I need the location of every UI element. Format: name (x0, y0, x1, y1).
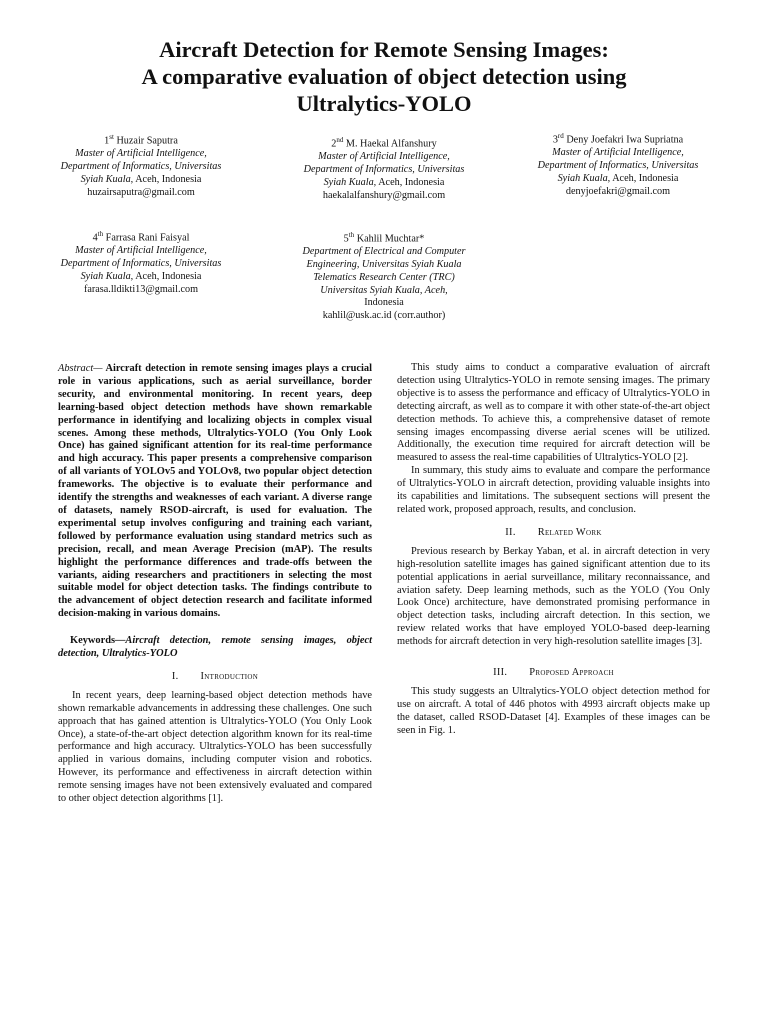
keywords-text: Aircraft detection, remote sensing images, object detection, Ultralytics-YOLO (58, 635, 372, 660)
author-name: 1st Huzair Saputra (104, 133, 178, 147)
abstract-text: Aircraft detection in remote sensing images plays a crucial role in various applications, such as aerial surveillance, border security, and environmental monitoring. In recent years, deep learning-based object detection methods have shown remarkable performance in identifying and localizing objects in complex visual scenes. Among these methods, Ultralytics-YOLO (You Only Look Once) has gained significant attention for its real-time performance and high accuracy. This paper presents a comprehensive comparison of all variants of YOLOv5 and YOLOv8, two popular object detection frameworks. The objective is to evaluate their performance and identify the strengths and weaknesses of each variant. A diverse range of datasets, namely RSOD-aircraft, is used for evaluation. The experimental setup involves configuring and training each variant, followed by performance evaluation using standard metrics such as precision, recall, and mean Average Precision (mAP). The results highlight the performance differences and trade-offs between the variants, aiding researchers and practitioners in selecting the most suitable model for object detection tasks. The findings contribute to the advancement of object detection research and facilitate informed decision-making in various domains. (58, 363, 372, 620)
author-affiliation: Master of Artificial Intelligence, (552, 147, 684, 159)
section-heading-introduction: I. Introduction (171, 670, 259, 682)
author-name: 3rd Deny Joefakri Iwa Supriatna (552, 132, 684, 146)
abstract-label: Abstract— (58, 363, 103, 374)
paper-title (40, 36, 728, 117)
author-affiliation: Telematics Research Center (TRC) (313, 271, 455, 283)
author-affiliation: Syiah Kuala, Aceh, Indonesia (80, 270, 202, 282)
left-column (58, 363, 372, 806)
author-email: huzairsaputra@gmail.com (87, 186, 195, 198)
author-affiliation: Indonesia (364, 297, 404, 309)
title-line-2: A comparative evaluation of object detection using (141, 64, 627, 89)
section-heading-proposed-approach: III. Proposed Approach (493, 667, 614, 679)
author-affiliation: Department of Electrical and Computer (302, 246, 466, 258)
author-affiliation: Syiah Kuala, Aceh, Indonesia (557, 172, 679, 184)
paragraph: Previous research by Berkay Yaban, et al. in aircraft detection in very high-resolution satellite images has gained significant attention due to its potential applications in aerial surveillance, military reconnaissance, and aviation safety. Deep learning methods, such as the YOLO (You Only Look Once) architecture, have demonstrated promising performance in object detection tasks, including aircraft detection. In this section, we review related works that have employed YOLO-based deep-learning methods for aircraft detection in very high-resolution satellite images [3]. (397, 545, 710, 648)
paragraph: This study suggests an Ultralytics-YOLO object detection method for use on aircraft. A total of 446 photos with 4993 aircraft objects make up the dataset, called RSOD-Dataset [4]. Examples of these images can be seen in Fig. 1. (397, 685, 710, 736)
author-affiliation: Department of Informatics, Universitas (537, 159, 699, 171)
title-line-1: Aircraft Detection for Remote Sensing Images: (159, 37, 609, 62)
abstract (58, 363, 372, 621)
author-affiliation: Master of Artificial Intelligence, (318, 151, 450, 163)
author-affiliation: Engineering, Universitas Syiah Kuala (306, 258, 462, 270)
author-affiliation: Master of Artificial Intelligence, (75, 245, 207, 257)
paragraph: In summary, this study aims to evaluate and compare the performance of Ultralytics-YOLO in aircraft detection, providing valuable insights into its capabilities and limitations. The subsequent sections will present the related work, proposed approach, results, and conclusion. (397, 465, 710, 515)
author-email: kahlil@usk.ac.id (corr.author) (322, 310, 446, 322)
section-heading-related-work: II. Related Work (505, 526, 602, 538)
author-name: 5th Kahlil Muchtar* (343, 231, 425, 245)
paragraph: In recent years, deep learning-based object detection methods have shown remarkable advancements in addressing these challenges. One such approach that has gained attention is Ultralytics-YOLO (You Only Look Once), a state-of-the-art object detection algorithm known for its real-time performance and high accuracy. Ultralytics-YOLO has been successfully applied in various domains, including computer vision and robotics. However, its performance and effectiveness in aircraft detection within remote sensing images have not been extensively evaluated and compared to other object detection algorithms [1]. (58, 689, 372, 805)
paragraph: This study aims to conduct a comparative evaluation of aircraft detection using Ultralytics-YOLO in remote sensing images. The primary objective is to assess the performance and efficacy of Ultralytics-YOLO in detecting aircraft, as well as to compare it with other state-of-the-art object detection methods. To achieve this, a comprehensive dataset of remote sensing images encompassing diverse aerial scenes will be utilized. Additionally, the execution time required for aircraft detection will be measured to assess the real-time capabilities of Ultralytics-YOLO [2]. (397, 362, 710, 464)
author-name: 2nd M. Haekal Alfanshury (331, 136, 437, 150)
author-affiliation: Master of Artificial Intelligence, (75, 148, 207, 160)
author-email: denyjoefakri@gmail.com (565, 185, 671, 197)
author-affiliation: Universitas Syiah Kuala, Aceh, (320, 284, 448, 296)
keywords-label: Keywords— (70, 635, 126, 647)
author-block-4 (46, 228, 236, 296)
author-block-5 (284, 229, 484, 323)
author-affiliation: Syiah Kuala, Aceh, Indonesia (80, 173, 202, 185)
author-name: 4th Farrasa Rani Faisyal (92, 230, 190, 244)
right-column (397, 362, 710, 738)
author-affiliation: Department of Informatics, Universitas (60, 160, 222, 172)
author-block-1 (46, 131, 236, 199)
keywords (58, 635, 372, 661)
author-email: haekalalfanshury@gmail.com (322, 189, 446, 201)
author-email: farasa.lldikti13@gmail.com (83, 283, 199, 295)
author-block-2 (289, 134, 479, 202)
title-line-3: Ultralytics-YOLO (296, 91, 472, 116)
author-affiliation: Department of Informatics, Universitas (303, 163, 465, 175)
author-affiliation: Syiah Kuala, Aceh, Indonesia (323, 176, 445, 188)
author-affiliation: Department of Informatics, Universitas (60, 257, 222, 269)
author-block-3 (523, 130, 713, 198)
